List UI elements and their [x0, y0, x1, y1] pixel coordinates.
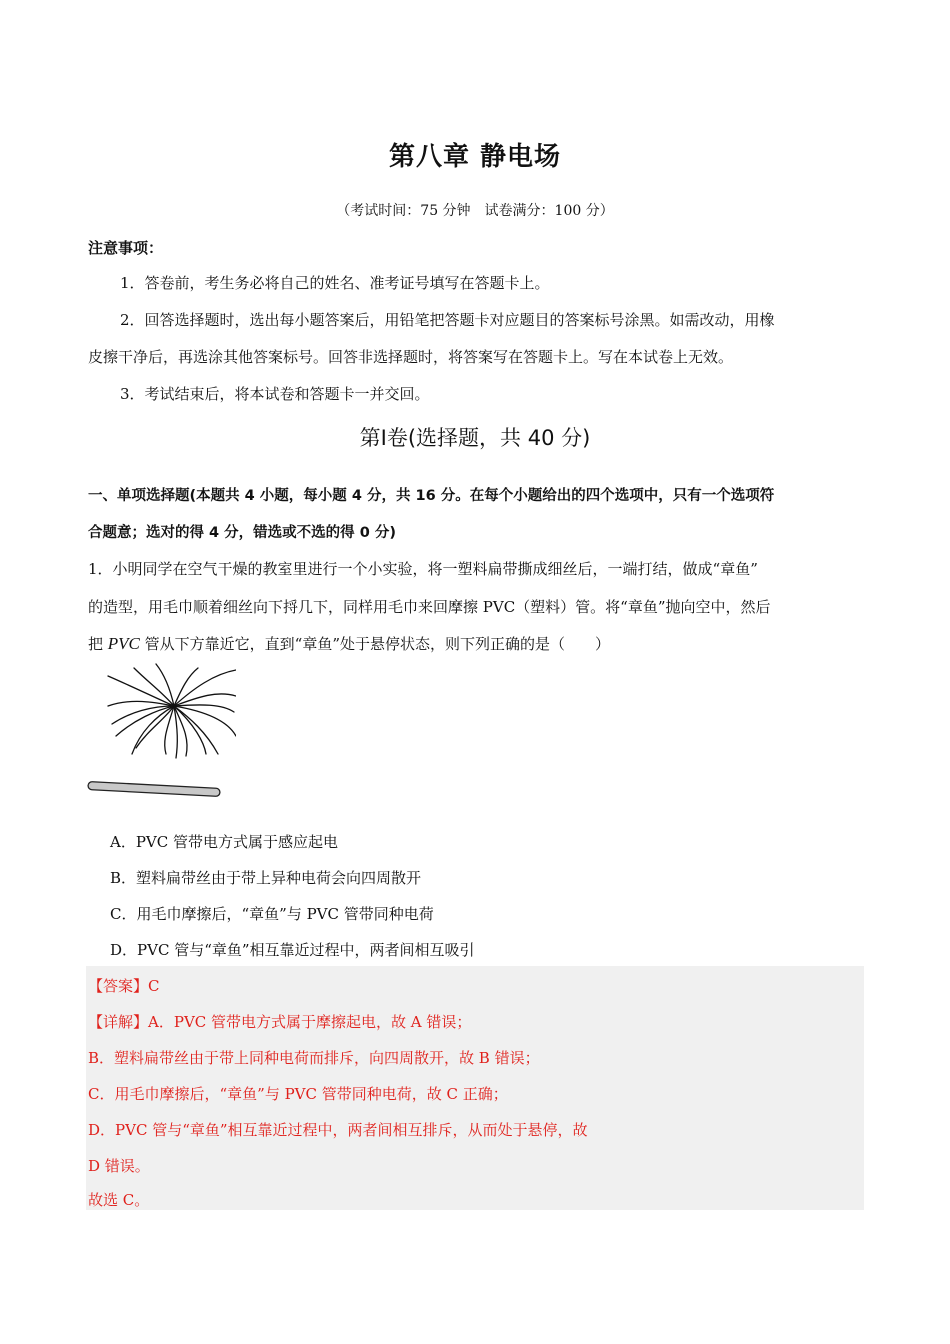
- notice-item-3: 3．考试结束后，将本试卷和答题卡一并交回。: [120, 385, 430, 403]
- option-c: C．用毛巾摩擦后，“章鱼”与 PVC 管带同种电荷: [110, 905, 434, 923]
- exam-info: （考试时间：75 分钟 试卷满分：100 分）: [336, 203, 614, 219]
- q1-line3-suffix: 管从下方靠近它，直到“章鱼”处于悬停状态，则下列正确的是（ ）: [139, 635, 610, 653]
- detail-a: A．PVC 管带电方式属于摩擦起电，故 A 错误；: [148, 1013, 472, 1031]
- pvc-tube-icon: [88, 782, 220, 797]
- q1-line3-prefix: 把: [88, 635, 108, 653]
- notice-item-2-line2: 皮擦干净后，再选涂其他答案标号。回答非选择题时，将答案写在答题卡上。写在本试卷上无效。: [88, 348, 734, 366]
- question-1-line2: 的造型，用毛巾顺着细丝向下捋几下，同样用毛巾来回摩擦 PVC（塑料）管。将“章鱼”抛向空中，然后: [88, 598, 771, 616]
- notice-item-2-line1: 2．回答选择题时，选出每小题答案后，用铅笔把答题卡对应题目的答案标号涂黑。如需改动，用橡: [120, 311, 775, 329]
- answer-conclusion: 故选 C。: [88, 1191, 150, 1209]
- detail-b: B．塑料扁带丝由于带上同种电荷而排斥，向四周散开，故 B 错误；: [88, 1049, 540, 1067]
- option-a: A．PVC 管带电方式属于感应起电: [110, 833, 339, 851]
- section-title: 第Ⅰ卷(选择题，共 40 分): [359, 426, 591, 450]
- notice-item-1: 1．答卷前，考生务必将自己的姓名、准考证号填写在答题卡上。: [120, 274, 550, 292]
- answer-label: 【答案】: [88, 977, 149, 995]
- part1-instructions-line2: 合题意；选对的得 4 分，错选或不选的得 0 分): [88, 525, 396, 541]
- detail-label: 【详解】: [88, 1013, 149, 1031]
- part1-instructions-line1: 一、单项选择题(本题共 4 小题，每小题 4 分，共 16 分。在每个小题给出的四个选项中，只有一个选项符: [88, 488, 775, 504]
- detail-d-line1: D．PVC 管与“章鱼”相互靠近过程中，两者间相互排斥，从而处于悬停，故: [88, 1121, 588, 1139]
- detail-d-line2: D 错误。: [88, 1157, 150, 1175]
- option-d: D．PVC 管与“章鱼”相互靠近过程中，两者间相互吸引: [110, 941, 475, 959]
- page-title: 第八章 静电场: [388, 142, 562, 172]
- octopus-strands-icon: [108, 664, 236, 758]
- notice-heading: 注意事项：: [88, 239, 164, 257]
- detail-a-line: [88, 1011, 471, 1032]
- octopus-pvc-figure: [86, 658, 236, 806]
- answer-line: [88, 975, 160, 996]
- option-b: B．塑料扁带丝由于带上异种电荷会向四周散开: [110, 869, 422, 887]
- answer-value: C: [148, 977, 160, 995]
- question-1-line3: [88, 633, 610, 654]
- question-1-line1: 1．小明同学在空气干燥的教室里进行一个小实验，将一塑料扁带撕成细丝后，一端打结，做成“章鱼”: [88, 560, 758, 578]
- detail-c: C．用毛巾摩擦后，“章鱼”与 PVC 管带同种电荷，故 C 正确；: [88, 1085, 508, 1103]
- pvc-italic: PVC: [107, 634, 140, 653]
